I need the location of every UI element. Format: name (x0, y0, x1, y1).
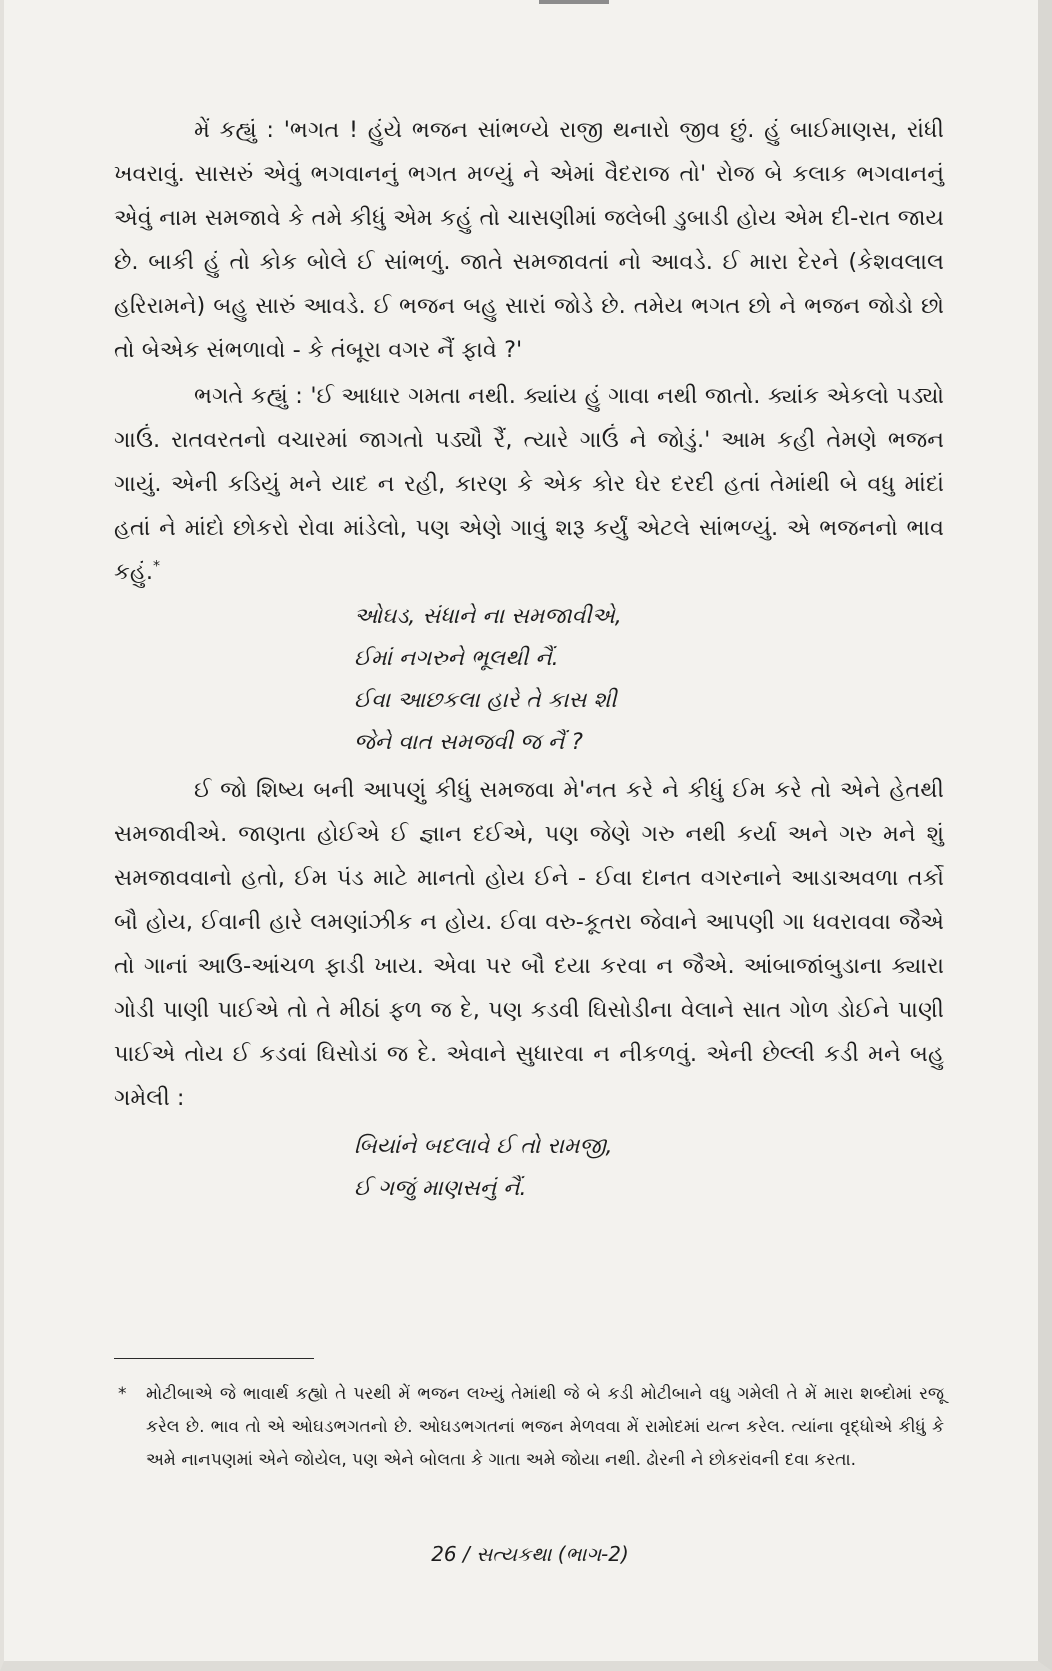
verse-1-line-2: ઈમાં નગરુને ભૂલથી નૈં. (354, 646, 559, 671)
footnote-divider (114, 1358, 314, 1359)
top-edge-mark (539, 0, 609, 4)
footnote-marker: * (118, 1384, 127, 1404)
paragraph-2 (114, 374, 944, 594)
verse-2-line-1: બિયાંને બદલાવે ઈ તો રામજી, (354, 1134, 613, 1159)
verse-2-line-2: ઈ ગજું માણસનું નૈં. (354, 1176, 527, 1201)
verse-1-line-4: જેને વાત સમજવી જ નૈં ? (354, 730, 583, 755)
footnote-text: મોટીબાએ જે ભાવાર્થ કહ્યો તે પરથી મેં ભજન લખ્યું તેમાંથી જે બે કડી મોટીબાને વધુ ગમેલી તે મેં મારા શબ્દોમાં રજૂ કરેલ છે. ભાવ તો એ ઓઘડભગતનો છે. ઓઘડભગતનાં ભજન મેળવવા મેં રામોદમાં યત્ન કરેલ. ત્યાંના વૃદ્ધોએ કીધું કે અમે નાનપણમાં એને જોયેલ, પણ એને બોલતા કે ગાતા અમે જોયા નથી. ઢોરની ને છોકરાંવની દવા કરતા. (146, 1384, 944, 1470)
verse-block-1 (114, 596, 944, 764)
body-text (114, 108, 944, 1210)
verse-1-line-1: ઓઘડ, સંધાને ના સમજાવીએ, (354, 604, 622, 629)
footnote-reference: * (153, 558, 161, 575)
paragraph-3: ઈ જો શિષ્ય બની આપણું કીધું સમજવા મે'નત કરે ને કીધું ઈમ કરે તો એને હેતથી સમજાવીએ. જાણતા હોઈએ ઈ જ્ઞાન દઈએ, પણ જેણે ગરુ નથી કર્યા અને ગરુ મને શું સમજાવવાનો હતો, ઈમ પંડ માટે માનતો હોય ઈને - ઈવા દાનત વગરનાને આડાઅવળા તર્કો બૌ હોય, ઈવાની હારે લમણાંઝીક ન હોય. ઈવા વરુ-કૂતરા જેવાને આપણી ગા ધવરાવવા જૈએ તો ગાનાં આઉ-આંચળ ફાડી ખાય. એવા પર બૌ દયા કરવા ન જૈએ. આંબાજાંબુડાના ક્યારા ગોડી પાણી પાઈએ તો તે મીઠાં ફળ જ દે, પણ કડવી ઘિસોડીના વેલાને સાત ગોળ ડોઈને પાણી પાઈએ તોય ઈ કડવાં ઘિસોડાં જ દે. એવાને સુધારવા ન નીકળવું. એની છેલ્લી કડી મને બહુ ગમેલી : (114, 777, 944, 1111)
paragraph-2-text: ભગતે કહ્યું : 'ઈ આધાર ગમતા નથી. ક્યાંય હું ગાવા નથી જાતો. ક્યાંક એકલો પડ્યો ગાઉં. રાતવરતનો વચારમાં જાગતો પડ્યૌ રૈં, ત્યારે ગાઉં ને જોડું.' આમ કહી તેમણે ભજન ગાયું. એની કડિયું મને યાદ ન રહી, કારણ કે એક કોર ઘેર દરદી હતાં તેમાંથી બે વધુ માંદાં હતાં ને માંદો છોકરો રોવા માંડેલો, પણ એણે ગાવું શરૂ કર્યું એટલે સાંભળ્યું. એ ભજનનો ભાવ કહું. (114, 383, 944, 585)
verse-1-line-3: ઈવા આછકલા હારે તે કાસ શી (354, 688, 617, 713)
page-footer: 26 / સત્યકથા (ભાગ-2) (431, 1542, 629, 1566)
paragraph-1: મેં કહ્યું : 'ભગત ! હુંયે ભજન સાંભળ્યે રાજી થનારો જીવ છું. હું બાઈમાણસ, રાંધી ખવરાવું. સાસરું એવું ભગવાનનું ભગત મળ્યું ને એમાં વૈદરાજ તો' રોજ બે કલાક ભગવાનનું એવું નામ સમજાવે કે તમે કીધું એમ કહું તો ચાસણીમાં જલેબી ડુબાડી હોય એમ દી-રાત જાય છે. બાકી હું તો કોક બોલે ઈ સાંભળું. જાતે સમજાવતાં નો આવડે. ઈ મારા દેરને (કેશવલાલ હરિરામને) બહુ સારું આવડે. ઈ ભજન બહુ સારાં જોડે છે. તમેય ભગત છો ને ભજન જોડો છો તો બેએક સંભળાવો - કે તંબૂરા વગર નૈં ફાવે ?' (114, 117, 944, 363)
verse-block-2 (114, 1126, 944, 1210)
footnote (114, 1378, 944, 1477)
